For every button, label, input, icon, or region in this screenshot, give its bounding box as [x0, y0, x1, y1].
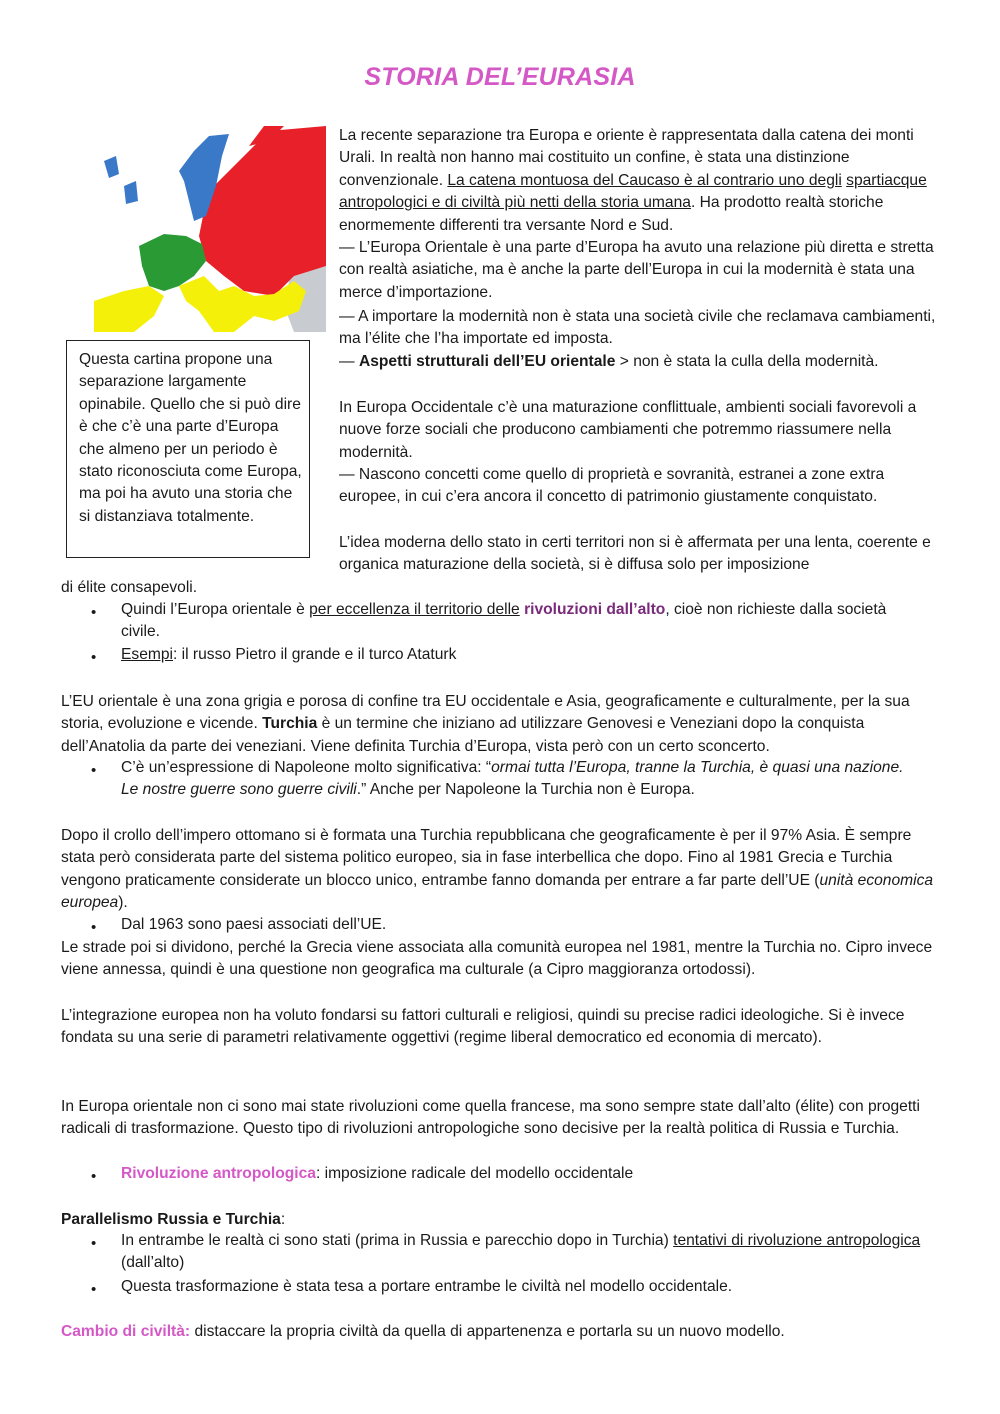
- paragraph-integrazione-europea: L’integrazione europea non ha voluto fondarsi su fattori culturali e religiosi, quindi su precise radici ideologiche. Si è invece fondata su una serie di parametri relativamente oggettivi (regime liberal democratico ed economia di mercato).: [61, 1007, 905, 1047]
- europe-map-image: [94, 126, 326, 332]
- bullet-1963: Dal 1963 sono paesi associati dell’UE.: [121, 916, 387, 933]
- bullet-glyph: •: [91, 919, 97, 936]
- intro-paragraph-7: L’idea moderna dello stato in certi territori non si è affermata per una lenta, coerente e organica maturazione della società, si è diffusa solo per imposizione: [339, 534, 931, 574]
- bullet-trasformazione: Questa trasformazione è stata tesa a portare entrambe le civiltà nel modello occidentale.: [121, 1278, 733, 1295]
- bullet-glyph: •: [91, 762, 97, 779]
- intro-paragraph-4: — Aspetti strutturali dell’EU orientale > non è stata la culla della modernità.: [339, 353, 879, 370]
- bullet-glyph: •: [91, 1235, 97, 1252]
- bullet-glyph: •: [91, 1168, 97, 1185]
- intro-paragraph-2: — L’Europa Orientale è una parte d’Europa ha avuto una relazione più diretta e stretta con realtà asiatiche, ma è anche la parte dell’Europa in cui la modernità è stata una merce d’importazione.: [339, 239, 934, 301]
- bullet-rivoluzioni-dall-alto: Quindi l’Europa orientale è per eccellenza il territorio delle rivoluzioni dall’alto, cioè non richieste dalla società civile.: [121, 601, 887, 641]
- intro-paragraph-5: In Europa Occidentale c’è una maturazione conflittuale, ambienti sociali favorevoli a nuove forze sociali che producono cambiamenti che potremmo riassumere nella modernità.: [339, 399, 917, 461]
- intro-paragraph-6: — Nascono concetti come quello di proprietà e sovranità, estranei a zone extra europee, in cui c’era ancora il concetto di patrimonio giustamente conquistato.: [339, 466, 885, 506]
- paragraph-rivoluzioni-europa-orientale: In Europa orientale non ci sono mai state rivoluzioni come quella francese, ma sono sempre state dall’alto (élite) con progetti radicali di trasformazione. Questo tipo di rivoluzioni antropologiche sono decisive per la realtà politica di Russia e Turchia.: [61, 1098, 920, 1138]
- intro-paragraph-1: La recente separazione tra Europa e oriente è rappresentata dalla catena dei monti Urali. In realtà non hanno mai costituito un confine, è stata una distinzione convenzionale. La catena montuosa del Caucaso è al contrario uno degli spartiacque antropologici e di civiltà più netti della storia umana. Ha prodotto realtà storiche enormemente differenti tra versante Nord e Sud.: [339, 127, 927, 234]
- bullet-glyph: •: [91, 649, 97, 666]
- paragraph-strade-dividono: Le strade poi si dividono, perché la Grecia viene associata alla comunità europea nel 1981, mentre la Turchia no. Cipro invece viene annessa, quindi è una questione non geografica ma culturale (a Cipro maggioranza ortodossi).: [61, 939, 933, 979]
- map-caption-box: Questa cartina propone una separazione largamente opinabile. Quello che si può dire è che c’è una parte d’Europa che almeno per un periodo è stato riconosciuta come Europa, ma poi ha avuto una storia che si distanziava totalmente.: [66, 340, 310, 558]
- paragraph-turchia-repubblicana: Dopo il crollo dell’impero ottomano si è formata una Turchia repubblicana che geograficamente è per il 97% Asia. È sempre stata però considerata parte del sistema politico europeo, sia in fase interbellica che dopo. Fino al 1981 Grecia e Turchia vengono praticamente considerate un blocco unico, entrambe fanno domanda per entrare a far parte dell’UE (unità economica europea).: [61, 827, 934, 912]
- intro-paragraph-3: — A importare la modernità non è stata una società civile che reclamava cambiamenti, ma l’élite che l’ha importate ed imposta.: [339, 308, 936, 348]
- intro-paragraph-7-continued: di élite consapevoli.: [61, 579, 198, 596]
- bullet-rivoluzione-antropologica: Rivoluzione antropologica: imposizione radicale del modello occidentale: [121, 1165, 634, 1182]
- bullet-glyph: •: [91, 604, 97, 621]
- page-title: STORIA DEL’EURASIA: [364, 63, 636, 91]
- bullet-tentativi-rivoluzione: In entrambe le realtà ci sono stati (prima in Russia e parecchio dopo in Turchia) tentativi di rivoluzione antropologica (dall’alto): [121, 1232, 921, 1272]
- heading-parallelismo: Parallelismo Russia e Turchia:: [61, 1211, 286, 1228]
- paragraph-cambio-civilta: Cambio di civiltà: distaccare la propria civiltà da quella di appartenenza e portarla su un nuovo modello.: [61, 1323, 785, 1340]
- bullet-esempi: Esempi: il russo Pietro il grande e il turco Ataturk: [121, 646, 457, 663]
- bullet-napoleone: C’è un’espressione di Napoleone molto significativa: “ormai tutta l’Europa, tranne la Turchia, è quasi una nazione. Le nostre guerre sono guerre civili.” Anche per Napoleone la Turchia non è Europa.: [121, 759, 904, 799]
- bullet-glyph: •: [91, 1281, 97, 1298]
- paragraph-eu-orientale: L’EU orientale è una zona grigia e porosa di confine tra EU occidentale e Asia, geograficamente e culturalmente, per la sua storia, evoluzione e vicende. Turchia è un termine che iniziano ad utilizzare Genovesi e Veneziani dopo la conquista dell’Anatolia da parte dei veneziani. Viene definita Turchia d’Europa, vista però con un certo sconcerto.: [61, 693, 910, 755]
